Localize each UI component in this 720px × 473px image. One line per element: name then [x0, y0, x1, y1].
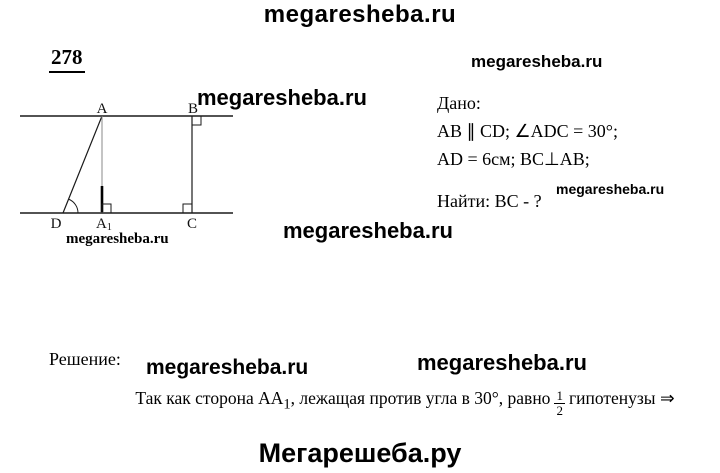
watermark-near-find: megaresheba.ru — [556, 181, 665, 197]
label-A1: A1 — [96, 216, 112, 233]
watermark-solution-right: megaresheba.ru — [417, 350, 587, 375]
watermark-under-diagram: megaresheba.ru — [66, 231, 169, 247]
fraction-numerator: 1 — [556, 387, 563, 403]
label-C: C — [186, 216, 198, 232]
given-line-1: AB ∥ CD; ∠ADC = 30°; — [437, 121, 619, 141]
watermark-middle: megaresheba.ru — [283, 218, 453, 243]
watermark-solution-left: megaresheba.ru — [146, 356, 309, 379]
label-D: D — [50, 216, 62, 232]
solution-part3: гипотенузы ⇒ — [568, 388, 675, 408]
given-title: Дано: — [437, 93, 481, 113]
right-angle-mark-B — [192, 116, 201, 125]
watermark-diagram-right: megaresheba.ru — [197, 85, 367, 110]
segment-AD — [63, 116, 102, 213]
label-B: B — [187, 101, 199, 117]
find-line: Найти: BC - ? — [437, 191, 542, 211]
right-angle-mark-C — [183, 204, 192, 213]
fraction-denominator: 2 — [556, 403, 563, 418]
label-A: A — [96, 101, 108, 117]
given-line-2: AD = 6см; BC⊥AB; — [437, 149, 590, 169]
right-angle-mark-A1 — [102, 204, 111, 213]
site-title: megaresheba.ru — [263, 1, 457, 28]
fraction-one-half — [554, 389, 565, 419]
angle-arc-D — [69, 199, 78, 213]
problem-number: 278 — [49, 45, 85, 73]
solution-part1: Так как сторона AA — [135, 388, 284, 408]
watermark-top-right: megaresheba.ru — [471, 52, 603, 71]
solution-subscript: 1 — [283, 396, 291, 413]
solution-label: Решение: — [49, 349, 121, 369]
footer-brand: Мегарешеба.ру — [258, 438, 462, 468]
solution-text — [85, 388, 720, 418]
solution-part2: , лежащая против угла в 30°, равно — [290, 388, 551, 408]
